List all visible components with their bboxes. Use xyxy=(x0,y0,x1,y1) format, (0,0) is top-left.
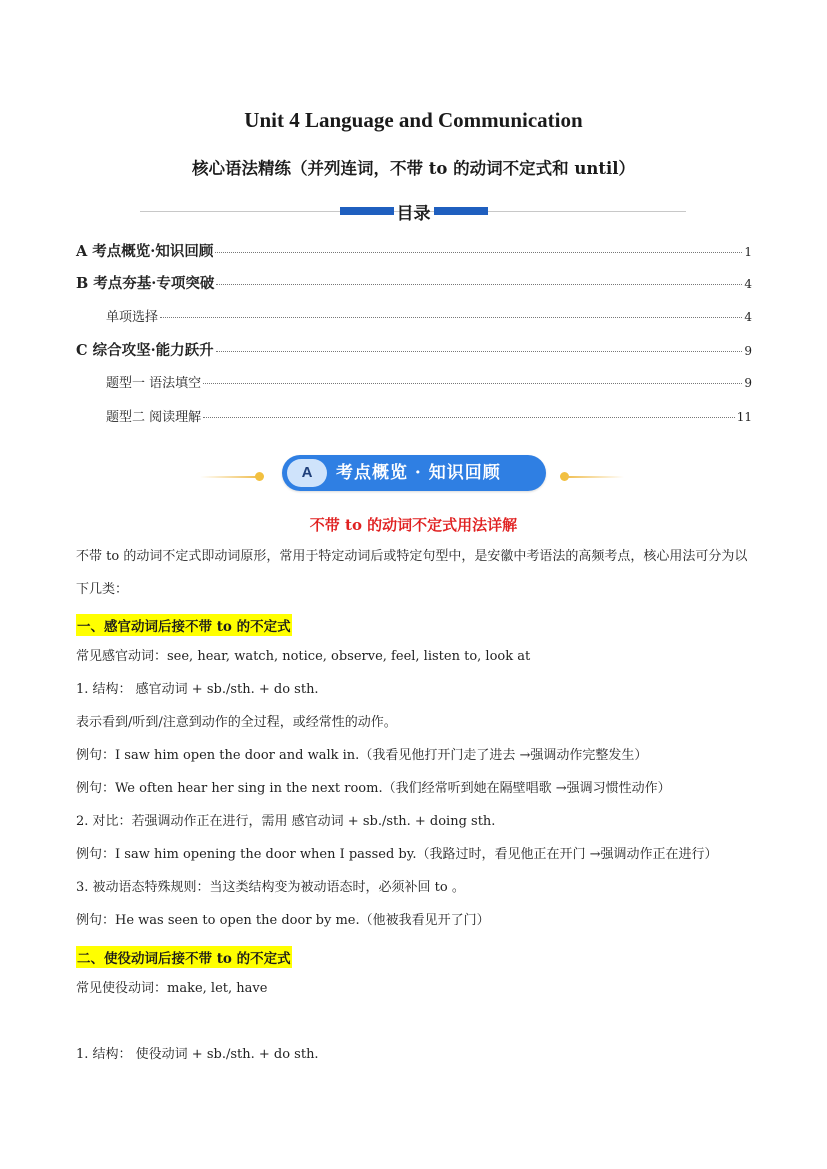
toc-entry-page: 9 xyxy=(744,376,752,390)
example-sentence: 例句：I saw him opening the door when I passed by.（我路过时，看见他正在开门 →强调动作正在进行） xyxy=(76,847,718,862)
toc-leader-dots xyxy=(160,317,742,318)
intro-paragraph: 不带 to 的动词不定式即动词原形，常用于特定动词后或特定句型中，是安徽中考语法的高频考点，核心用法可分为以下几类： xyxy=(76,549,748,597)
banner-title: 考点概览 · 知识回顾 xyxy=(336,463,501,483)
toc-entry-page: 1 xyxy=(744,245,752,259)
text-line: 2. 对比：若强调动作正在进行，需用 感官动词 + sb./sth. + doing sth. xyxy=(76,814,496,829)
toc-entry-label: C 综合攻坚·能力跃升 xyxy=(76,342,214,359)
banner-line-left xyxy=(200,476,258,478)
text-line: 常见使役动词：make, let, have xyxy=(76,981,268,996)
toc-entry-c2[interactable] xyxy=(106,406,752,425)
document-title: Unit 4 Language and Communication xyxy=(244,108,583,132)
banner-line-right xyxy=(566,476,624,478)
toc-entry-c[interactable] xyxy=(76,339,752,360)
toc-entry-label: 单项选择 xyxy=(106,310,159,325)
toc-entry-label: 题型二 阅读理解 xyxy=(106,410,202,425)
toc-entry-page: 4 xyxy=(744,277,752,291)
section-title: 不带 to 的动词不定式用法详解 xyxy=(309,516,518,534)
example-sentence: 例句：We often hear her sing in the next room.（我们经常听到她在隔壁唱歌 →强调习惯性动作） xyxy=(76,781,671,796)
toc-entry-label: 题型一 语法填空 xyxy=(106,376,202,391)
example-sentence: 例句：He was seen to open the door by me.（他被我看见开了门） xyxy=(76,913,490,928)
toc-entry-page: 9 xyxy=(744,344,752,358)
toc-leader-dots xyxy=(216,351,743,352)
toc-leader-dots xyxy=(203,417,735,418)
toc-leader-dots xyxy=(215,252,742,253)
text-line: 1. 结构： 感官动词 + sb./sth. + do sth. xyxy=(76,682,319,697)
text-line: 3. 被动语态特殊规则：当这类结构变为被动语态时，必须补回 to 。 xyxy=(76,880,465,895)
toc-entry-b1[interactable] xyxy=(106,306,752,325)
heading-sensory-verbs: 一、感官动词后接不带 to 的不定式 xyxy=(76,614,292,636)
toc-heading: 目录 xyxy=(396,204,431,224)
toc-entry-page: 4 xyxy=(744,310,752,324)
toc-entry-page: 11 xyxy=(736,410,752,424)
toc-entry-c1[interactable] xyxy=(106,372,752,391)
example-sentence: 例句：I saw him open the door and walk in.（我看见他打开门走了进去 →强调动作完整发生） xyxy=(76,748,648,763)
toc-entry-b[interactable] xyxy=(76,272,752,293)
text-line: 1. 结构： 使役动词 + sb./sth. + do sth. xyxy=(76,1047,319,1062)
banner-letter-badge: A xyxy=(287,459,327,487)
text-line: 表示看到/听到/注意到动作的全过程，或经常性的动作。 xyxy=(76,715,397,730)
toc-entry-a[interactable] xyxy=(76,240,752,261)
toc-leader-dots xyxy=(216,284,742,285)
document-subtitle: 核心语法精练（并列连词，不带 to 的动词不定式和 until） xyxy=(191,159,635,178)
toc-leader-dots xyxy=(203,383,742,384)
banner-dot-left xyxy=(255,472,264,481)
heading-causative-verbs: 二、使役动词后接不带 to 的不定式 xyxy=(76,946,292,968)
toc-entry-label: A 考点概览·知识回顾 xyxy=(76,243,214,260)
toc-entry-label: B 考点夯基·专项突破 xyxy=(76,275,215,292)
text-line: 常见感官动词：see, hear, watch, notice, observe, feel, listen to, look at xyxy=(76,649,531,664)
